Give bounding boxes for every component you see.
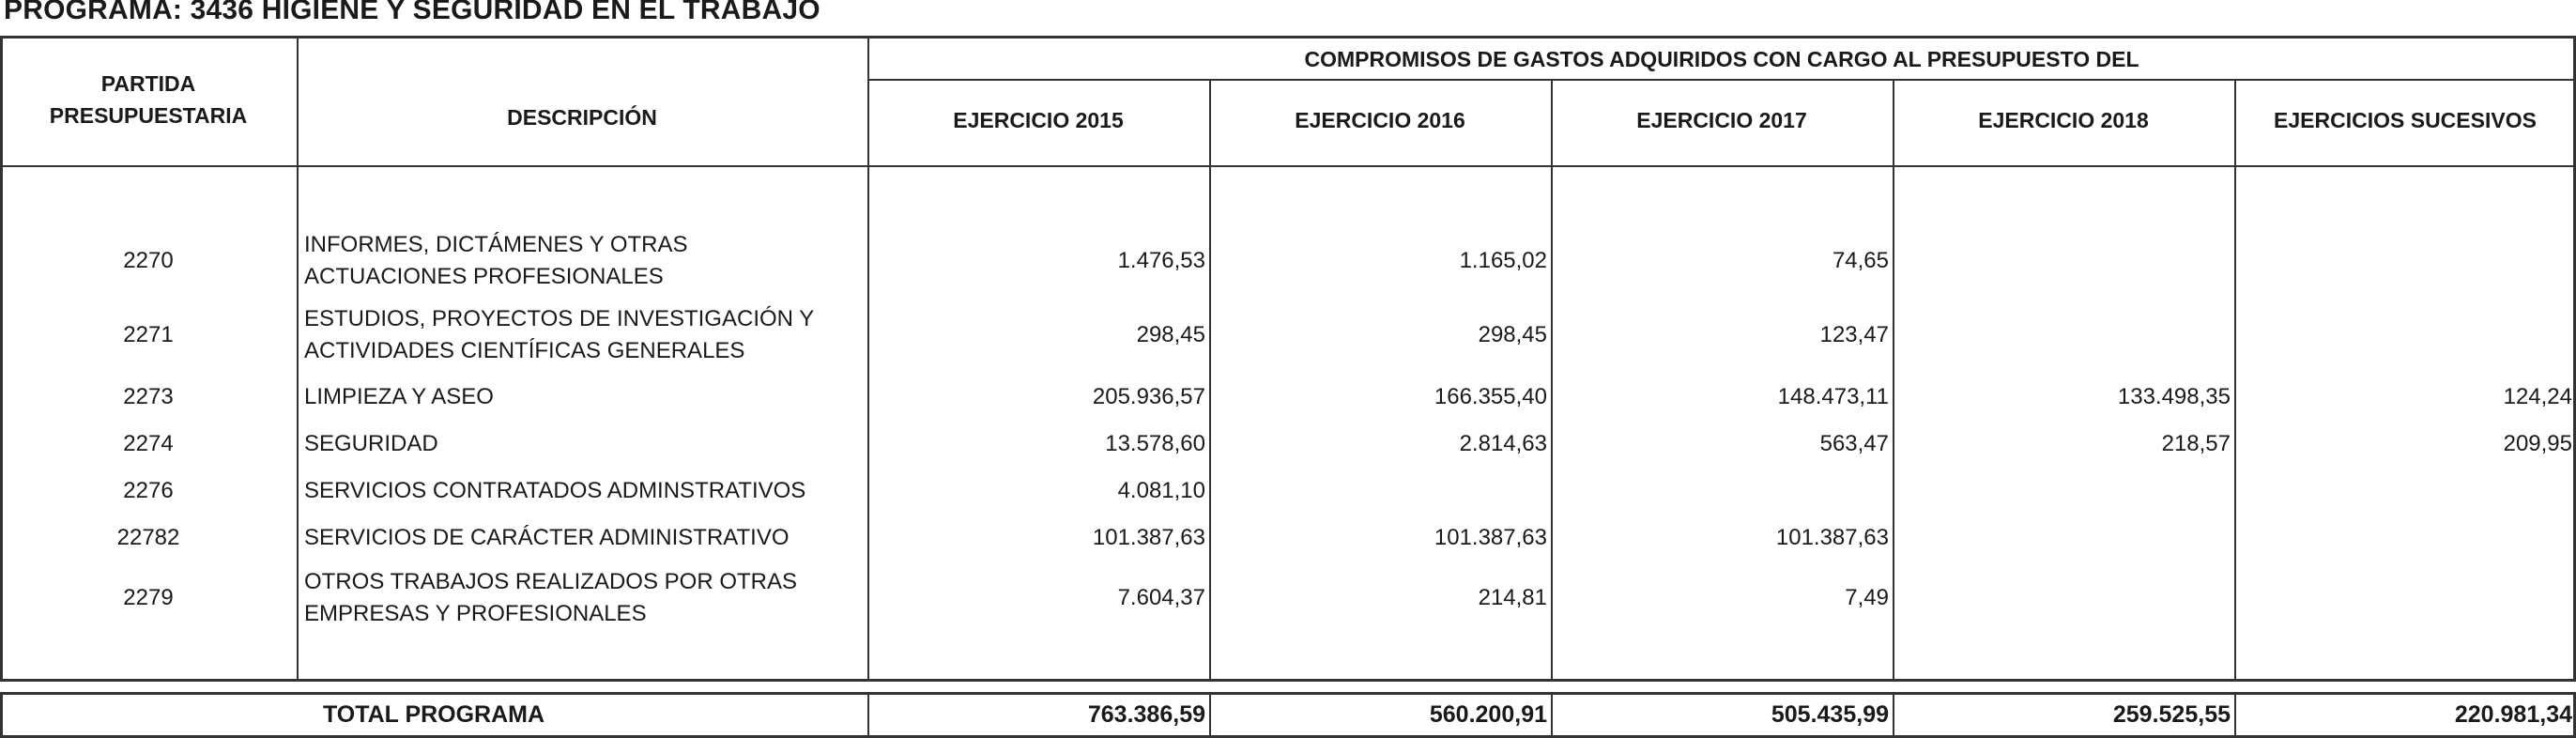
row-value-2017: 7,49 <box>1845 585 1889 610</box>
header-bottom-rule <box>0 165 2576 167</box>
column-divider <box>1893 79 1894 682</box>
row-value-2016: 298,45 <box>1478 322 1547 347</box>
row-value-2015: 4.081,10 <box>1117 478 1205 503</box>
row-value-2015: 298,45 <box>1136 322 1205 347</box>
row-description-line: EMPRESAS Y PROFESIONALES <box>304 601 647 626</box>
row-value-2015: 205.936,57 <box>1092 384 1205 409</box>
row-value-2017: 123,47 <box>1819 322 1889 347</box>
total-value-sucesivos: 220.981,34 <box>2454 701 2572 728</box>
row-value-sucesivos: 209,95 <box>2503 431 2572 456</box>
row-value-2016: 101.387,63 <box>1434 525 1547 550</box>
row-value-2018: 218,57 <box>2161 431 2231 456</box>
row-code: 2276 <box>123 478 174 503</box>
row-description-line: INFORMES, DICTÁMENES Y OTRAS <box>304 232 688 257</box>
program-title: PROGRAMA: 3436 HIGIENE Y SEGURIDAD EN EL TRABAJO <box>4 0 820 25</box>
row-value-2015: 7.604,37 <box>1117 585 1205 610</box>
row-description <box>304 381 867 413</box>
total-value-2018: 259.525,55 <box>2112 701 2231 728</box>
row-value-2015: 1.476,53 <box>1117 248 1205 273</box>
row-value-2016: 214,81 <box>1478 585 1547 610</box>
total-value-2017: 505.435,99 <box>1771 701 1889 728</box>
row-description-line: SERVICIOS DE CARÁCTER ADMINISTRATIVO <box>304 525 790 550</box>
row-description-line: ACTIVIDADES CIENTÍFICAS GENERALES <box>304 338 745 363</box>
row-description-line: SERVICIOS CONTRATADOS ADMINSTRATIVOS <box>304 478 806 503</box>
row-value-2017: 101.387,63 <box>1775 525 1889 550</box>
row-description <box>304 303 867 367</box>
row-description <box>304 522 867 554</box>
header-partida-label: PARTIDA PRESUPUESTARIA <box>49 71 248 128</box>
header-descripcion: DESCRIPCIÓN <box>507 105 657 130</box>
row-code: 22782 <box>116 525 180 550</box>
header-year-sucesivos: EJERCICIOS SUCESIVOS <box>2274 108 2537 132</box>
row-description-line: ESTUDIOS, PROYECTOS DE INVESTIGACIÓN Y <box>304 306 815 331</box>
header-year-2016: EJERCICIO 2016 <box>1295 108 1465 132</box>
total-value-2015: 763.386,59 <box>1087 701 1205 728</box>
row-description <box>304 229 867 293</box>
row-description-line: OTROS TRABAJOS REALIZADOS POR OTRAS <box>304 569 797 594</box>
row-description-line: LIMPIEZA Y ASEO <box>304 384 494 409</box>
row-value-2016: 2.814,63 <box>1459 431 1547 456</box>
row-value-2017: 148.473,11 <box>1777 384 1889 409</box>
header-year-2015: EJERCICIO 2015 <box>953 108 1124 132</box>
row-value-sucesivos: 124,24 <box>2503 384 2572 409</box>
row-code: 2279 <box>123 585 174 610</box>
row-description-line: SEGURIDAD <box>304 431 438 456</box>
row-description-line: ACTUACIONES PROFESIONALES <box>304 264 664 289</box>
column-divider <box>2234 79 2236 682</box>
row-value-2015: 13.578,60 <box>1105 431 1205 456</box>
row-code: 2271 <box>123 322 174 347</box>
row-value-2017: 563,47 <box>1819 431 1889 456</box>
row-code: 2270 <box>123 248 174 273</box>
header-partida <box>0 68 297 131</box>
header-compromisos: COMPROMISOS DE GASTOS ADQUIRIDOS CON CARGO AL PRESUPUESTO DEL <box>1304 47 2139 71</box>
total-value-2016: 560.200,91 <box>1429 701 1547 728</box>
row-value-2018: 133.498,35 <box>2117 384 2231 409</box>
row-value-2016: 166.355,40 <box>1434 384 1547 409</box>
row-description <box>304 475 867 507</box>
row-code: 2273 <box>123 384 174 409</box>
row-description <box>304 428 867 460</box>
row-value-2017: 74,65 <box>1832 248 1889 273</box>
total-label: TOTAL PROGRAMA <box>322 701 545 728</box>
row-value-2016: 1.165,02 <box>1459 248 1547 273</box>
header-year-2017: EJERCICIO 2017 <box>1636 108 1807 132</box>
header-year-2018: EJERCICIO 2018 <box>1978 108 2149 132</box>
header-divider <box>867 79 2576 81</box>
row-description <box>304 566 867 630</box>
row-code: 2274 <box>123 431 174 456</box>
row-value-2015: 101.387,63 <box>1092 525 1205 550</box>
